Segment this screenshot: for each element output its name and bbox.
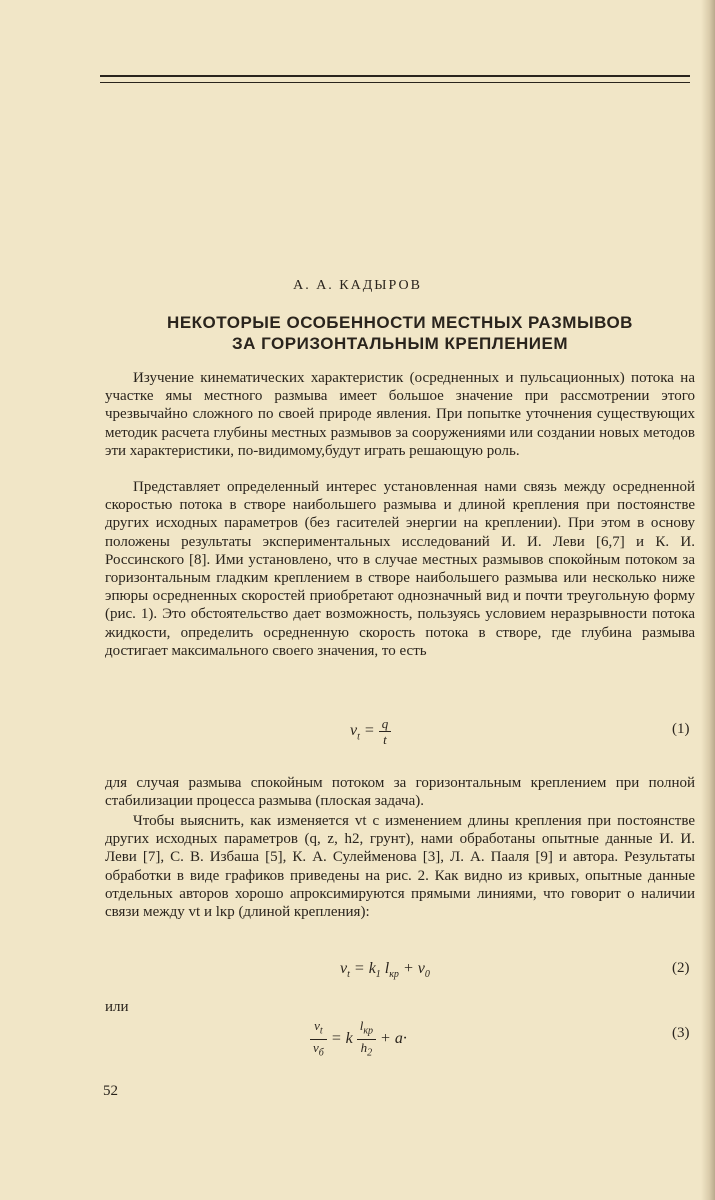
header-rule-thick [100, 75, 690, 77]
paragraph-1: Изучение кинематических характеристик (осредненных и пульсационных) потока на участке ямы местного размыва имеет большое значение при рассмотрении этого чрезвычайно сложного по своей природе явления. При попытке уточнения существующих методик расчета глубины местных размывов за сооружениями или создании новых методов эти характеристики, по-видимому,будут играть решающую роль. [105, 370, 695, 459]
paragraph-2: Представляет определенный интерес установленная нами связь между осредненной скоростью потока в створе наибольшего размыва и длиной крепления при постоянстве других исходных параметров (без гасителей энергии на креплении). При этом в основу положены результаты экспериментальных исследований И. И. Леви [6,7] и К. И. Россинского [8]. Ими установлено, что в случае местных размывов спокойным потоком за горизонтальным гладким креплением в створе наибольшего размыва или несколько ниже эпюры осредненных скоростей приобретают однозначный вид и почти треугольную форму (рис. 1). Это обстоятельство дает возможность, пользуясь условием неразрывности потока жидкости, определить осредненную скорость потока в створе, где глубина размыва достигает максимального своего значения, то есть [105, 479, 695, 659]
paragraph-5: или [105, 999, 129, 1015]
equation-2-number: (2) [672, 960, 690, 976]
equation-2: $v_t = k_1$ $l_{кр} + v_0$ [340, 960, 430, 981]
title-line-2: ЗА ГОРИЗОНТАЛЬНЫМ КРЕПЛЕНИЕМ [231, 334, 569, 353]
paragraph-4: Чтобы выяснить, как изменяется vt с изменением длины крепления при постоянстве других исходных параметров (q, z, h2, грунт), нами обработаны опытные данные И. И. Леви [7], С. В. Избаша [5], К. А. Сулейменова [3], Л. А. Пааля [9] и автора. Результаты обработки в виде графиков приведены на рис. 2. Как видно из кривых, опытные данные отдельных авторов хорошо апроксимируются прямыми линиями, что говорит о наличии связи между vt и lкр (длиной крепления): [105, 813, 695, 921]
equation-3-number: (3) [672, 1025, 690, 1041]
page-number: 52 [103, 1083, 118, 1099]
equation-3: $\frac{v_t}{v_б}$ = k $\frac{l_{кр}}{h_2}$ + a· [310, 1018, 407, 1060]
page-edge-shadow [701, 0, 715, 1200]
equation-1-number: (1) [672, 721, 690, 737]
paragraph-3: для случая размыва спокойным потоком за горизонтальным креплением при полной стабилизации процесса размыва (плоская задача). [105, 775, 695, 810]
article-author: А. А. КАДЫРОВ [293, 278, 422, 293]
title-line-1: НЕКОТОРЫЕ ОСОБЕННОСТИ МЕСТНЫХ РАЗМЫВОВ [167, 313, 633, 332]
equation-1: $v_t$ = $\frac{q}{t}$ [350, 716, 391, 747]
article-title [110, 312, 690, 354]
header-rule-thin [100, 82, 690, 83]
